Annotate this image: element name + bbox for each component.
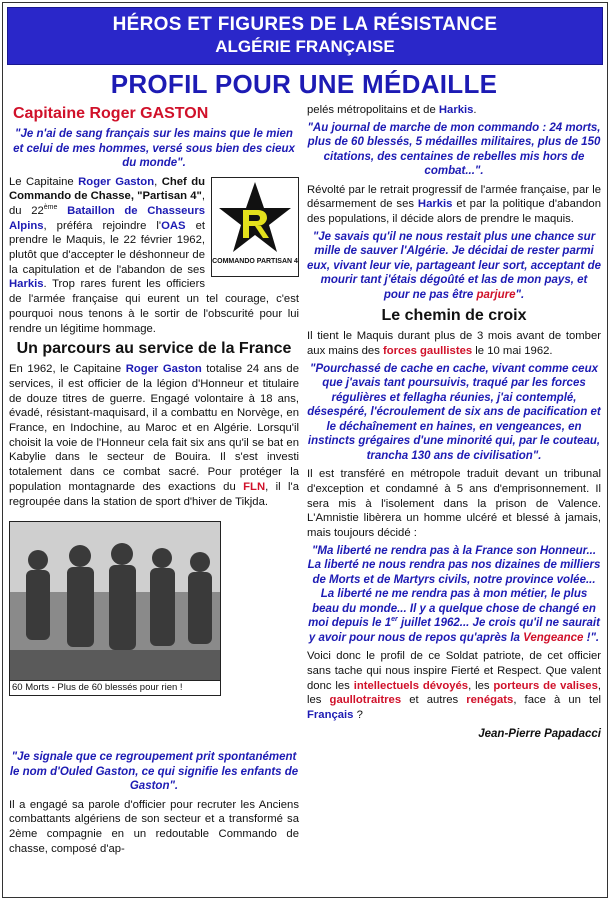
left-column-lower <box>9 747 299 859</box>
page-title: PROFIL POUR UNE MÉDAILLE <box>110 69 498 99</box>
header-banner <box>7 7 603 65</box>
author-signature: Jean-Pierre Papadacci <box>478 727 601 740</box>
commando-logo <box>211 177 299 277</box>
paragraph-revolt: Révolté par le retrait progressif de l'armée française, par le désarmement de ses Harkis et par la politique d'abandon des populations, il décide alors de prendre le maquis. <box>307 183 601 226</box>
paragraph-intro: Le Capitaine Roger Gaston, Chef du Commando de Chasse, "Partisan 4", du 22ème Bataillon de Chasseurs Alpins, préféra rejoindre l'OAS et prendre le Maquis, le 22 février 1962, plutôt que d'accepter le déshonneur de la capitulation et de l'abandon de ses Harkis. Trop rares furent les officiers de l'armée française qui eurent un tel courage, c'est pourquoi nous tenons à le sortir de l'obscurité pour lui rendre un légitime hommage. <box>9 175 299 335</box>
document-page <box>2 2 608 898</box>
logo-caption: COMMANDO PARTISAN 4 <box>212 257 298 265</box>
left-column <box>9 103 299 509</box>
section-heading-chemin: Le chemin de croix <box>381 307 527 325</box>
paragraph-continued: pelés métropolitains et de Harkis. <box>307 104 477 116</box>
photo-image <box>9 521 221 681</box>
paragraph-tribunal: Il est transféré en métropole traduit devant un tribunal d'exception et condamné à 5 ans d'emprisonnement. Il sera mis à l'isolement dans la prison de Valence. L'Amnistie libèrera un homme ulcéré et blessé à jamais, mais toujours décidé : <box>307 468 601 540</box>
quote-chance: "Je savais qu'il ne nous restait plus une chance sur mille de sauver l'Algérie. Je décidai de rester parmi eux, vivant leur vie, partageant leur sort, acceptant de mourir tant j'étais dégoûté et las de mon pays, et pour ne pas être parjure". <box>307 230 601 301</box>
quote-pourchasse: "Pourchassé de cache en cache, vivant comme ceux que j'avais tant poursuivis, traqué par les forces régulières et fellagha réunies, j'ai contemplé, désespéré, l'écroulement de six ans de pacification et le déchaînement en haines, en vengeances, en instincts grégaires d'une minorité qui, par le couteau, trancha 130 ans de civilisation". <box>307 362 601 462</box>
quote-ouled-gaston: "Je signale que ce regroupement prit spontanément le nom d'Ouled Gaston, ce qui signifie les enfants de Gaston". <box>9 751 299 792</box>
soldiers-silhouette-icon <box>10 522 220 680</box>
quote-opening: "Je n'ai de sang français sur les mains que le mien et celui de mes hommes, versé sous bien des cieux du monde". <box>13 128 295 169</box>
banner-line-2: ALGÉRIE FRANÇAISE <box>215 37 395 56</box>
quote-journal: "Au journal de marche de mon commando : 24 morts, plus de 60 blessés, 5 médailles militaires, plus de 150 citations, des centaines de rebelles mis hors de combat...". <box>307 121 601 178</box>
quote-liberte: "Ma liberté ne rendra pas à la France son Honneur... La liberté ne nous rendra pas nos dizaines de milliers de Morts et de Martyrs civils, notre province volée... La liberté ne me rendra pas à mon métier, le plus beau du monde... Il y a quelque chose de changé en moi depuis le 1er juillet 1962... Je crois qu'il ne saurait y avoir pour nous de repos qu'après la Vengeance !". <box>307 544 601 644</box>
section-heading-parcours: Un parcours au service de la France <box>16 340 292 358</box>
soldiers-photo <box>9 521 223 696</box>
banner-line-1: HÉROS ET FIGURES DE LA RÉSISTANCE <box>112 14 498 35</box>
paragraph-career: En 1962, le Capitaine Roger Gaston totalise 24 ans de services, il est officier de la légion d'Honneur et titulaire de douze titres de guerre. Engagé volontaire à 18 ans, évadé, résistant-maquisard, il a combattu en Norvège, en France, en Indochine, au Maroc et en Algérie. Lorsqu'il choisit la voie de l'Honneur cela fait six ans qu'il se bat en Kabylie dans le secteur de Bouira. Il s'est investi totalement dans ce combat sacré. Pour protéger la population montagnarde des exactions du FLN, il l'a regroupée dans la station de sport d'hiver de Tikjda. <box>9 363 299 508</box>
subject-name: Capitaine Roger GASTON <box>13 105 209 122</box>
photo-caption: 60 Morts - Plus de 60 blessés pour rien ! <box>9 681 221 696</box>
career-text: totalise 24 ans de services, il est officier de la légion d'Honneur et titulaire de douze titres de guerre. Engagé volontaire à 18 ans, évadé, résistant-maquisard, il a combattu en Norvège, en France, en Indochine, au Maroc et en Algérie. Lorsqu'il choisit la voie de l'Honneur cela fait six ans qu'il se bat en Kabylie dans le secteur de Bouira. Il s'est investi totalement dans ce combat sacré. Pour protéger la population montagnarde des exactions du <box>9 363 299 493</box>
paragraph-recruit: Il a engagé sa parole d'officier pour recruter les Anciens combattants algériens de son secteur et a transformé sa 2ème compagnie en un redoutable Commando de chasse, composé d'ap- <box>9 798 299 855</box>
star-emblem-icon <box>219 180 291 258</box>
paragraph-maquis: Il tient le Maquis durant plus de 3 mois avant de tomber aux mains des forces gaullistes le 10 mai 1962. <box>307 330 601 358</box>
paragraph-conclusion: Voici donc le profil de ce Soldat patriote, de cet officier sans tache qui nous inspire Fierté et Respect. Que valent donc les intellectuels dévoyés, les porteurs de valises, les gaullotraitres et autres renégats, face à un tel Français ? <box>307 650 601 722</box>
right-column <box>307 103 601 741</box>
